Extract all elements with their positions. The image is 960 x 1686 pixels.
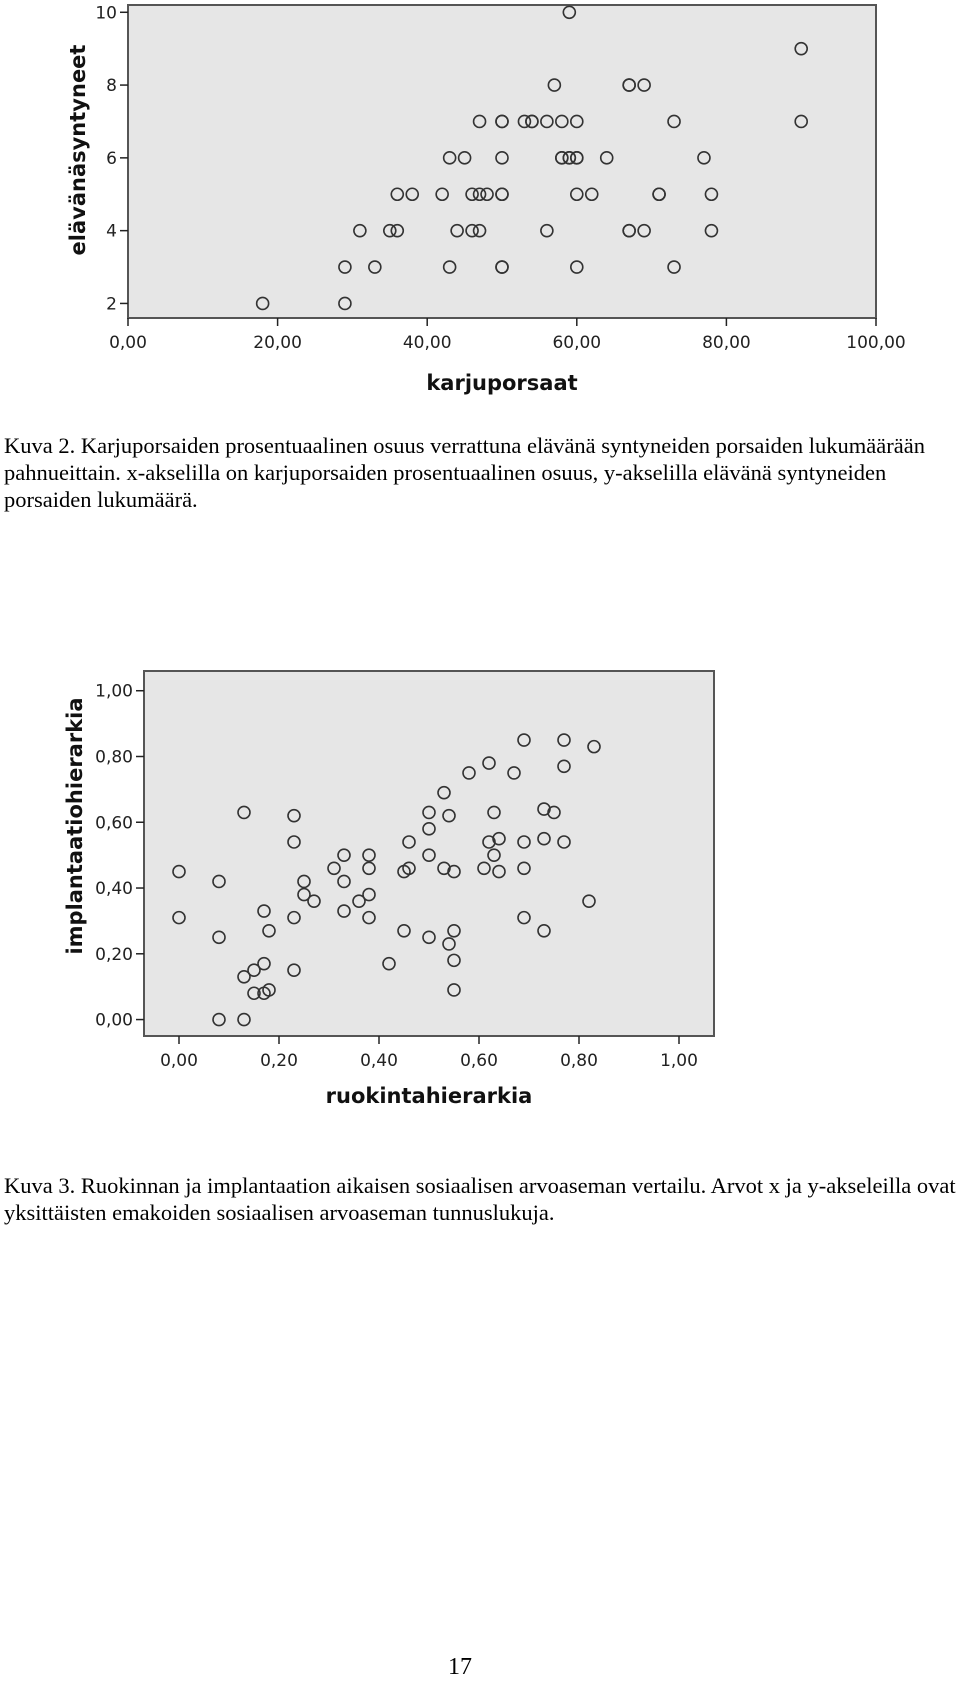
- y-tick-label: 0,20: [95, 944, 133, 965]
- x-axis: [109, 318, 906, 353]
- x-tick-label: 0,20: [260, 1051, 298, 1071]
- y-tick-label: 6: [106, 148, 117, 169]
- scatter-plot-svg: [0, 0, 960, 400]
- x-tick-label: 0,80: [560, 1051, 598, 1071]
- scatter-chart-karjuporsaat: [0, 0, 960, 405]
- y-tick-label: 10: [95, 3, 117, 24]
- figure-caption-3: Kuva 3. Ruokinnan ja implantaation aikaisen sosiaalisen arvoaseman vertailu. Arvot x ja y-akseleilla ovat yksittäisten emakoiden sosiaalisen arvoaseman tunnuslukuja.: [4, 1173, 956, 1225]
- y-axis: [95, 682, 144, 1031]
- y-tick-label: 2: [106, 294, 117, 315]
- scatter-chart-hierarkia: [0, 660, 960, 1125]
- x-axis-title: karjuporsaat: [426, 371, 578, 395]
- x-tick-label: 1,00: [660, 1051, 698, 1071]
- x-tick-label: 0,60: [460, 1051, 498, 1071]
- x-tick-label: 0,00: [160, 1051, 198, 1071]
- page-number: 17: [448, 1654, 472, 1680]
- y-tick-label: 8: [106, 76, 117, 97]
- x-tick-label: 0,40: [360, 1051, 398, 1071]
- y-axis-title: elävänäsyntyneet: [66, 44, 90, 256]
- plot-area: [144, 671, 714, 1036]
- x-tick-label: 60,00: [552, 333, 602, 353]
- x-tick-label: 40,00: [402, 333, 452, 353]
- x-tick-label: 100,00: [846, 333, 906, 353]
- y-axis: [95, 3, 128, 314]
- y-tick-label: 1,00: [95, 681, 133, 702]
- x-tick-label: 0,00: [109, 333, 147, 353]
- figure-caption-2: Kuva 2. Karjuporsaiden prosentuaalinen osuus verrattuna elävänä syntyneiden porsaiden lukumäärään pahnueittain. x-akselilla on karjuporsaiden prosentuaalinen osuus, y-akselilla elävänä syntyneiden porsaiden lukumäärä.: [4, 433, 925, 512]
- y-tick-label: 0,00: [95, 1010, 133, 1031]
- x-axis: [160, 1036, 698, 1071]
- plot-area: [128, 5, 876, 318]
- scatter-plot-svg: [0, 660, 960, 1120]
- x-axis-title: ruokintahierarkia: [325, 1084, 533, 1108]
- y-tick-label: 0,80: [95, 747, 133, 768]
- y-tick-label: 0,60: [95, 813, 133, 834]
- x-tick-label: 20,00: [253, 333, 302, 353]
- y-tick-label: 0,40: [95, 879, 133, 900]
- y-tick-label: 4: [106, 221, 117, 242]
- x-tick-label: 80,00: [702, 333, 751, 353]
- y-axis-title: implantaatiohierarkia: [63, 697, 87, 955]
